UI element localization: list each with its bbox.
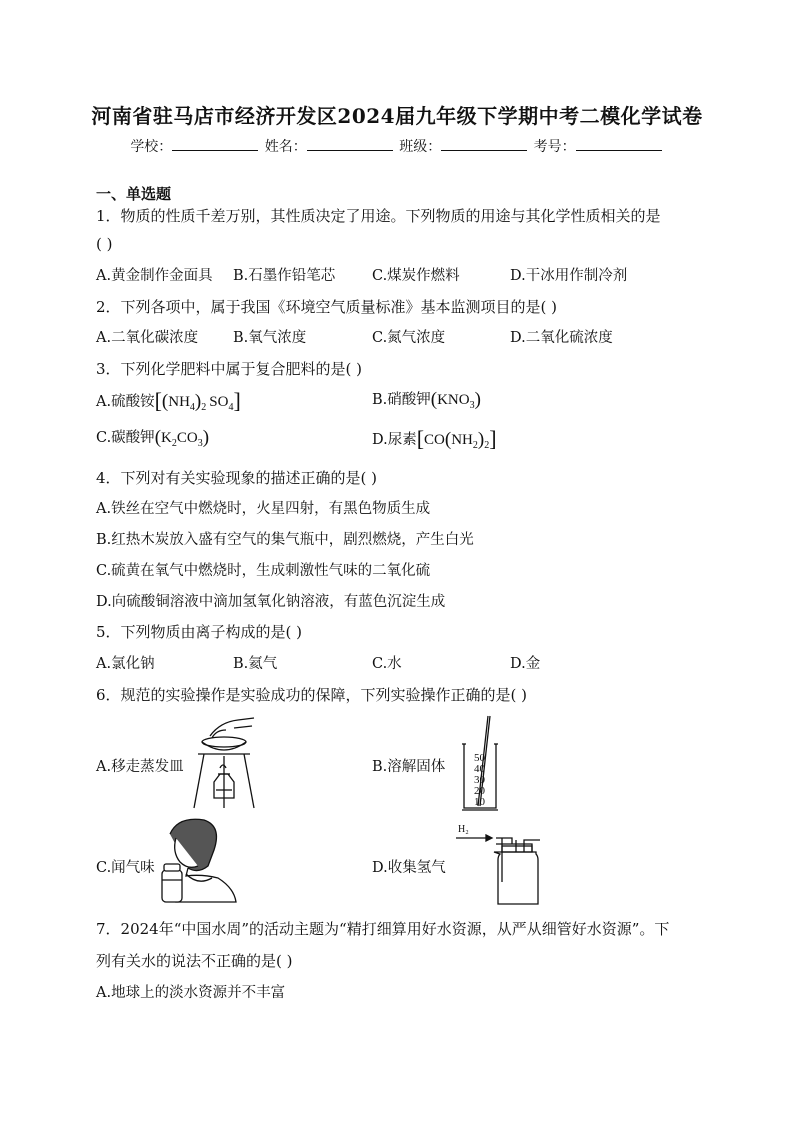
school-label: 学校： xyxy=(130,139,173,155)
class-label: 班级： xyxy=(399,139,442,155)
q5-option-b[interactable]: B.氦气 xyxy=(233,656,278,672)
q3-option-d[interactable] xyxy=(372,426,497,452)
q4-option-b[interactable]: B.红热木炭放入盛有空气的集气瓶中，剧烈燃烧，产生白光 xyxy=(96,532,474,548)
q2-option-d[interactable]: D.二氧化硫浓度 xyxy=(510,330,613,346)
measuring-cylinder-figure xyxy=(460,714,500,812)
q3-option-a[interactable] xyxy=(96,388,241,414)
q3-option-a-label: A.硫酸铵 xyxy=(96,394,155,410)
q4-option-d[interactable]: D.向硫酸铜溶液中滴加氢氧化钠溶液，有蓝色沉淀生成 xyxy=(96,594,446,610)
page-title: 河南省驻马店市经济开发区2024届九年级下学期中考二模化学试卷 xyxy=(91,104,703,128)
question-1-paren: ( ) xyxy=(96,235,113,253)
school-blank[interactable] xyxy=(172,138,258,151)
q1-option-a[interactable]: A.黄金制作金面具 xyxy=(96,268,213,284)
question-7-text-cont: 列有关水的说法不正确的是( ) xyxy=(96,952,293,970)
q6-option-b[interactable]: B.溶解固体 xyxy=(372,759,446,775)
exam-no-blank[interactable] xyxy=(576,138,662,151)
q6-option-d[interactable]: D.收集氢气 xyxy=(372,860,446,876)
section-heading: 一、单选题 xyxy=(96,185,172,203)
q3-option-d-label: D.尿素 xyxy=(372,432,417,448)
cylinder-mark-20: 20 xyxy=(474,785,485,797)
q3-option-c[interactable] xyxy=(96,426,209,449)
q3-option-b-label: B.硝酸钾 xyxy=(372,392,431,408)
name-label: 姓名： xyxy=(264,139,307,155)
q4-option-c[interactable]: C.硫黄在氧气中燃烧时，生成刺激性气味的二氧化硫 xyxy=(96,563,431,579)
q1-option-b[interactable]: B.石墨作铅笔芯 xyxy=(233,268,336,284)
q4-option-a[interactable]: A.铁丝在空气中燃烧时，火星四射，有黑色物质生成 xyxy=(96,501,431,517)
cylinder-mark-40: 40 xyxy=(474,763,485,775)
question-6-text: 6．规范的实验操作是实验成功的保障，下列实验操作正确的是( ) xyxy=(96,686,528,704)
smelling-gas-figure xyxy=(158,816,238,904)
q3-option-b[interactable] xyxy=(372,388,481,411)
evaporating-dish-figure xyxy=(190,716,260,812)
student-info-line xyxy=(0,136,794,156)
q5-option-a[interactable]: A.氯化钠 xyxy=(96,656,155,672)
question-1-text: 1．物质的性质千差万别，其性质决定了用途。下列物质的用途与其化学性质相关的是 xyxy=(96,207,661,225)
formula-potassium-nitrate: $(KNO_3)$ xyxy=(430,389,481,411)
question-3-text: 3．下列化学肥料中属于复合肥料的是( ) xyxy=(96,360,363,378)
name-blank[interactable] xyxy=(307,138,393,151)
collect-hydrogen-figure xyxy=(456,822,542,906)
exam-no-label: 考号： xyxy=(533,139,576,155)
q2-option-b[interactable]: B.氧气浓度 xyxy=(233,330,307,346)
cylinder-mark-30: 30 xyxy=(474,774,485,786)
question-2-text: 2．下列各项中，属于我国《环境空气质量标准》基本监测项目的是( ) xyxy=(96,298,558,316)
formula-urea: $[CO(NH_2)_2]$ xyxy=(416,426,497,451)
q6-option-c[interactable]: C.闻气味 xyxy=(96,860,155,876)
question-7-text: 7．2024年“中国水周”的活动主题为“精打细算用好水资源，从严从细管好水资源”。下 xyxy=(96,920,670,938)
q1-option-d[interactable]: D.干冰用作制冷剂 xyxy=(510,268,628,284)
q2-option-a[interactable]: A.二氧化碳浓度 xyxy=(96,330,199,346)
q3-option-c-label: C.碳酸钾 xyxy=(96,430,155,446)
q5-option-c[interactable]: C.水 xyxy=(372,656,402,672)
q5-option-d[interactable]: D.金 xyxy=(510,656,541,672)
question-4-text: 4．下列对有关实验现象的描述正确的是( ) xyxy=(96,469,378,487)
q7-option-a[interactable]: A.地球上的淡水资源并不丰富 xyxy=(96,985,286,1001)
class-blank[interactable] xyxy=(441,138,527,151)
formula-potassium-carbonate: $(K_2CO_3)$ xyxy=(154,427,210,449)
cylinder-mark-50: 50 xyxy=(474,752,485,764)
question-5-text: 5．下列物质由离子构成的是( ) xyxy=(96,623,303,641)
q2-option-c[interactable]: C.氮气浓度 xyxy=(372,330,446,346)
gas-label-h2: H₂ xyxy=(458,824,469,835)
formula-ammonium-sulfate: [$(NH_4)_2$ $SO_4$] xyxy=(154,388,241,413)
q1-option-c[interactable]: C.煤炭作燃料 xyxy=(372,268,460,284)
q6-option-a[interactable]: A.移走蒸发皿 xyxy=(96,759,184,775)
cylinder-mark-10: 10 xyxy=(474,796,485,808)
